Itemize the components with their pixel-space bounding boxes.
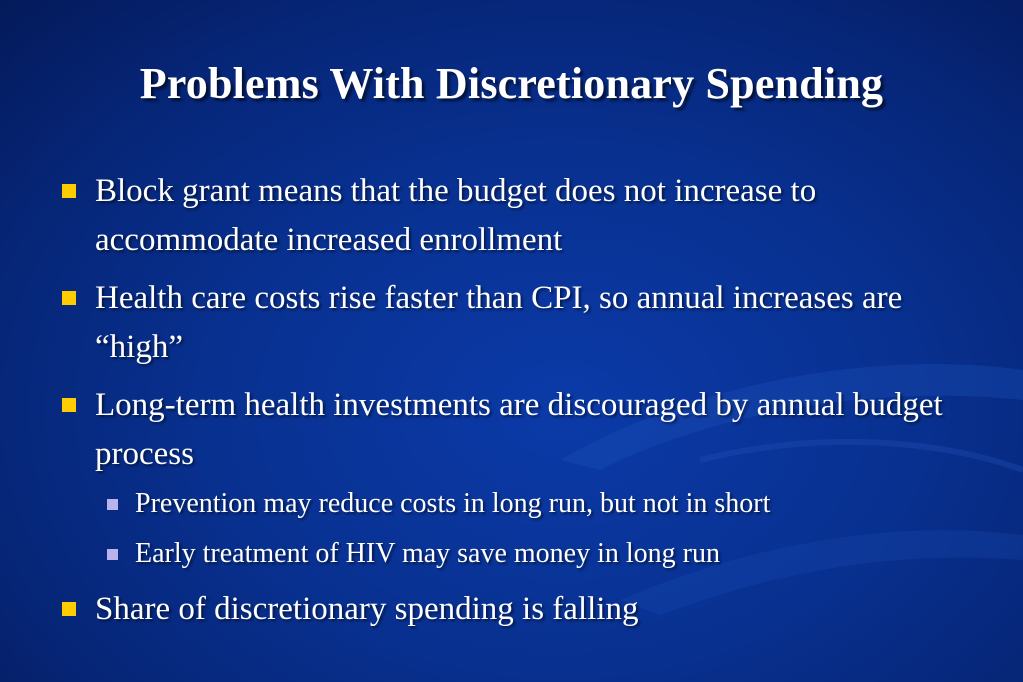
bullet-text: Health care costs rise faster than CPI, so annual increases are “high” <box>95 280 903 365</box>
bullet-item <box>62 167 992 265</box>
bullet-item <box>62 381 992 479</box>
bullet-list <box>62 167 992 643</box>
sub-bullet-text: Prevention may reduce costs in long run, but not in short <box>135 488 771 519</box>
sub-bullet-text: Early treatment of HIV may save money in long run <box>135 538 720 569</box>
bullet-text: Share of discretionary spending is falling <box>95 591 639 627</box>
lavender-square-bullet-icon <box>107 499 118 510</box>
bullet-text: Block grant means that the budget does not increase to accommodate increased enrollment <box>95 173 817 258</box>
lavender-square-bullet-icon <box>107 549 118 560</box>
bullet-text: Long-term health investments are discouraged by annual budget process <box>95 387 943 472</box>
yellow-square-bullet-icon <box>62 291 76 305</box>
sub-bullet-item <box>107 535 992 573</box>
bullet-item <box>62 274 992 372</box>
slide-title: Problems With Discretionary Spending <box>139 59 884 108</box>
yellow-square-bullet-icon <box>62 602 76 616</box>
bullet-item <box>62 585 992 634</box>
sub-bullet-item <box>107 485 992 523</box>
yellow-square-bullet-icon <box>62 398 76 412</box>
yellow-square-bullet-icon <box>62 184 76 198</box>
